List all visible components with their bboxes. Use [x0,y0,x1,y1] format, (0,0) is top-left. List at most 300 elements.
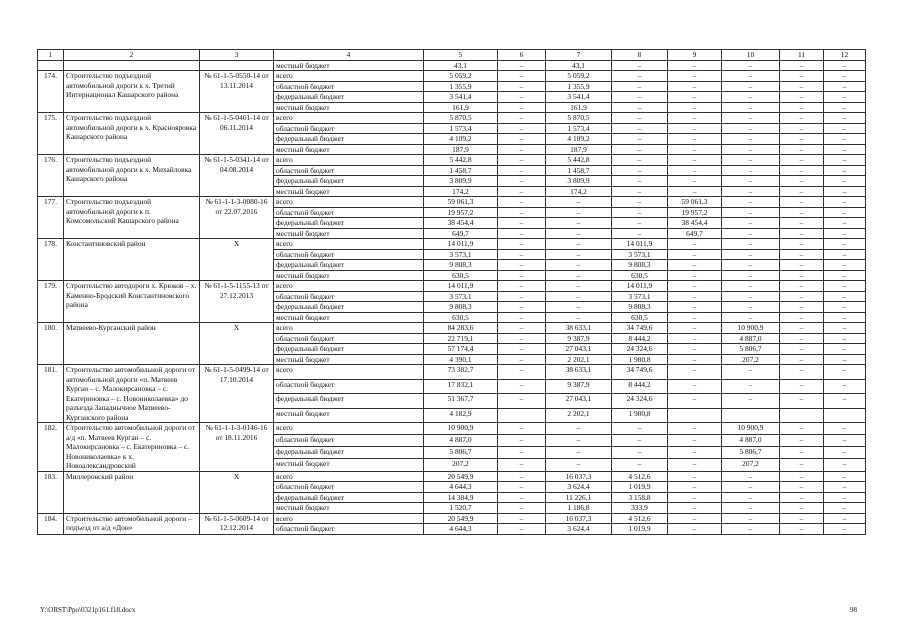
amount-cell: – [824,423,866,435]
amount-cell: – [824,186,866,197]
amount-cell: 3 809,9 [546,176,612,187]
funding-source: местный бюджет [274,144,424,155]
amount-cell: 3 624,4 [546,482,612,493]
amount-cell: – [668,482,722,493]
amount-cell: – [824,524,866,535]
amount-cell: 649,7 [668,228,722,239]
amount-cell: – [668,92,722,103]
amount-cell: 27 043,1 [546,344,612,355]
amount-cell: – [498,513,546,524]
table-body [38,50,866,535]
funding-source: федеральный бюджет [274,218,424,229]
amount-cell: – [498,354,546,365]
amount-cell: – [780,228,824,239]
funding-source: областной бюджет [274,524,424,535]
amount-cell: 14 011,9 [424,239,498,250]
amount-cell: 1 573,4 [546,123,612,134]
amount-cell: 4 644,3 [424,482,498,493]
amount-cell: – [722,92,780,103]
amount-cell: – [498,302,546,313]
amount-cell: 4 887,0 [424,435,498,447]
amount-cell: – [824,435,866,447]
amount-cell: 630,5 [612,312,668,323]
amount-cell: – [780,155,824,166]
amount-cell: 1 355,9 [424,81,498,92]
amount-cell: 73 382,7 [424,365,498,380]
amount-cell: – [722,71,780,82]
amount-cell: – [498,176,546,187]
amount-cell: 9 387,9 [546,333,612,344]
amount-cell: – [498,503,546,514]
column-header: 7 [546,50,612,61]
funding-source: местный бюджет [274,408,424,423]
document-ref: Х [200,323,274,365]
column-header: 1 [38,50,64,61]
amount-cell: – [612,144,668,155]
amount-cell: 38 454,4 [668,218,722,229]
table-row [38,323,866,334]
amount-cell: 9 808,3 [424,260,498,271]
amount-cell: 3 624,4 [546,524,612,535]
amount-cell: – [668,176,722,187]
amount-cell: – [722,249,780,260]
amount-cell: – [722,144,780,155]
funding-source: федеральный бюджет [274,492,424,503]
amount-cell: – [824,71,866,82]
column-header: 6 [498,50,546,61]
amount-cell: – [668,471,722,482]
amount-cell: 174,2 [424,186,498,197]
amount-cell: – [498,291,546,302]
amount-cell: – [668,365,722,380]
amount-cell: – [780,333,824,344]
amount-cell: – [824,312,866,323]
amount-cell: – [780,113,824,124]
amount-cell: – [722,81,780,92]
amount-cell: 3 541,4 [424,92,498,103]
funding-source: областной бюджет [274,81,424,92]
funding-source: всего [274,155,424,166]
amount-cell: – [612,81,668,92]
row-number: 175. [38,113,64,155]
amount-cell: – [498,394,546,409]
amount-cell: 8 444,2 [612,379,668,394]
amount-cell: 207,2 [722,354,780,365]
funding-source: местный бюджет [274,60,424,71]
amount-cell: 43,1 [546,60,612,71]
amount-cell: – [498,365,546,380]
amount-cell: 38 454,4 [424,218,498,229]
amount-cell: – [498,492,546,503]
amount-cell: – [780,197,824,208]
footer-file-path: Y:\ORST\Ppo\0321p161.f18.docx [40,606,136,614]
amount-cell: – [668,524,722,535]
amount-cell: – [498,228,546,239]
funding-source: федеральный бюджет [274,344,424,355]
object-name [64,60,200,71]
funding-source: местный бюджет [274,503,424,514]
amount-cell: 3 573,1 [424,249,498,260]
document-ref: № 61-1-1-3-0080-16 от 22.07.2016 [200,197,274,239]
amount-cell: 10 900,9 [722,423,780,435]
document-ref: № 61-1-5-0550-14 от 13.11.2014 [200,71,274,113]
amount-cell: – [612,186,668,197]
amount-cell: – [824,281,866,292]
object-name: Константиновский район [64,239,200,281]
amount-cell: 5 806,7 [722,447,780,459]
amount-cell: – [612,197,668,208]
amount-cell: – [824,102,866,113]
amount-cell: 1 019,9 [612,482,668,493]
funding-source: федеральный бюджет [274,92,424,103]
amount-cell: – [722,260,780,271]
amount-cell: 5 059,2 [424,71,498,82]
amount-cell: – [722,270,780,281]
amount-cell: – [668,239,722,250]
amount-cell: – [668,102,722,113]
amount-cell: – [546,218,612,229]
amount-cell: 3 573,1 [612,249,668,260]
amount-cell: 59 061,3 [424,197,498,208]
amount-cell: 24 324,6 [612,344,668,355]
amount-cell: – [780,354,824,365]
amount-cell: – [498,379,546,394]
amount-cell: 9 387,9 [546,379,612,394]
amount-cell: – [824,471,866,482]
amount-cell: – [498,482,546,493]
amount-cell: – [780,524,824,535]
amount-cell: – [612,165,668,176]
table-row [38,197,866,208]
amount-cell: – [780,482,824,493]
amount-cell: – [722,482,780,493]
amount-cell: – [668,323,722,334]
amount-cell: – [722,312,780,323]
amount-cell: – [780,379,824,394]
amount-cell: – [668,513,722,524]
amount-cell: 1 980,8 [612,354,668,365]
document-ref: № 61-1-5-0609-14 от 12.12.2014 [200,513,274,534]
amount-cell: 38 633,1 [546,323,612,334]
amount-cell: – [824,155,866,166]
amount-cell: – [612,92,668,103]
column-header: 2 [64,50,200,61]
funding-source: федеральный бюджет [274,260,424,271]
amount-cell: – [668,281,722,292]
amount-cell: – [824,92,866,103]
budget-table [37,49,866,535]
amount-cell: – [722,176,780,187]
amount-cell: 59 061,3 [668,197,722,208]
amount-cell: 5 442,8 [424,155,498,166]
amount-cell: 207,2 [424,459,498,471]
amount-cell: – [722,492,780,503]
document-ref [200,60,274,71]
amount-cell: – [824,239,866,250]
amount-cell: 207,2 [722,459,780,471]
funding-source: всего [274,423,424,435]
amount-cell: 19 957,2 [424,207,498,218]
funding-source: всего [274,323,424,334]
amount-cell: 4 887,0 [722,435,780,447]
amount-cell: 5 806,7 [424,447,498,459]
funding-source: всего [274,513,424,524]
column-header: 10 [722,50,780,61]
amount-cell: – [824,365,866,380]
amount-cell: – [612,435,668,447]
table-row [38,513,866,524]
amount-cell: – [668,155,722,166]
funding-source: всего [274,365,424,380]
object-name: Строительство подъездной автомобильной дороги к х. Краснояровка Кашарского района [64,113,200,155]
amount-cell: – [546,447,612,459]
amount-cell: – [824,197,866,208]
amount-cell: 34 749,6 [612,365,668,380]
funding-source: местный бюджет [274,354,424,365]
amount-cell: – [498,92,546,103]
amount-cell: 10 900,9 [424,423,498,435]
amount-cell: 3 541,4 [546,92,612,103]
amount-cell: – [824,123,866,134]
amount-cell: – [780,435,824,447]
amount-cell: – [668,249,722,260]
amount-cell: – [498,102,546,113]
amount-cell: – [612,218,668,229]
amount-cell: 51 367,7 [424,394,498,409]
amount-cell: 9 808,3 [424,302,498,313]
amount-cell: – [668,447,722,459]
amount-cell: 16 037,3 [546,471,612,482]
row-number: 182. [38,423,64,472]
amount-cell: 34 749,6 [612,323,668,334]
amount-cell: 9 808,3 [612,260,668,271]
amount-cell: 1 186,8 [546,503,612,514]
amount-cell: – [824,394,866,409]
amount-cell [668,408,722,423]
amount-cell: 630,5 [424,270,498,281]
funding-source: федеральный бюджет [274,302,424,313]
funding-source: всего [274,239,424,250]
amount-cell: – [824,134,866,145]
amount-cell: – [780,394,824,409]
amount-cell: – [824,482,866,493]
row-number: 179. [38,281,64,323]
funding-source: местный бюджет [274,459,424,471]
amount-cell: – [780,365,824,380]
amount-cell: 3 158,8 [612,492,668,503]
amount-cell: – [546,312,612,323]
amount-cell: – [824,81,866,92]
amount-cell: – [498,312,546,323]
amount-cell: – [722,291,780,302]
amount-cell: – [612,423,668,435]
funding-source: областной бюджет [274,123,424,134]
amount-cell: – [824,144,866,155]
amount-cell: – [612,155,668,166]
document-ref: № 61-1-5-1155-13 от 27.12.2013 [200,281,274,323]
amount-cell: 22 719,1 [424,333,498,344]
amount-cell: 1 355,9 [546,81,612,92]
table-row [38,60,866,71]
amount-cell: 20 549,9 [424,513,498,524]
funding-source: областной бюджет [274,482,424,493]
amount-cell: 3 573,1 [612,291,668,302]
amount-cell: – [722,60,780,71]
amount-cell: – [722,379,780,394]
amount-cell: – [780,323,824,334]
amount-cell: – [824,459,866,471]
amount-cell: – [498,333,546,344]
amount-cell: 14 011,9 [612,239,668,250]
funding-source: всего [274,281,424,292]
amount-cell: – [824,503,866,514]
amount-cell: – [722,503,780,514]
amount-cell: – [546,260,612,271]
amount-cell: – [780,423,824,435]
amount-cell: 4 109,2 [424,134,498,145]
amount-cell: – [668,186,722,197]
amount-cell: – [546,197,612,208]
amount-cell [722,408,780,423]
amount-cell: 17 832,1 [424,379,498,394]
amount-cell: 38 633,1 [546,365,612,380]
funding-source: федеральный бюджет [274,394,424,409]
amount-cell: – [612,207,668,218]
amount-cell: – [780,291,824,302]
amount-cell: – [498,60,546,71]
amount-cell: – [498,344,546,355]
amount-cell: – [498,459,546,471]
amount-cell: – [668,503,722,514]
amount-cell: 5 442,8 [546,155,612,166]
amount-cell: 24 324,6 [612,394,668,409]
amount-cell: 649,7 [424,228,498,239]
amount-cell: – [824,260,866,271]
column-header: 11 [780,50,824,61]
object-name: Строительство подъездной автомобильной дороги к х. Третий Интернационал Кашарского района [64,71,200,113]
amount-cell: – [824,60,866,71]
amount-cell: – [668,270,722,281]
amount-cell: – [612,447,668,459]
amount-cell: – [498,447,546,459]
amount-cell: – [668,81,722,92]
amount-cell: 187,9 [424,144,498,155]
table-row [38,365,866,380]
amount-cell: – [780,260,824,271]
amount-cell: – [612,459,668,471]
amount-cell: – [780,503,824,514]
table-row [38,113,866,124]
amount-cell: – [780,81,824,92]
amount-cell: – [498,71,546,82]
amount-cell: – [824,379,866,394]
table-row [38,423,866,435]
funding-source: местный бюджет [274,102,424,113]
row-number: 183. [38,471,64,513]
header-row [38,50,866,61]
amount-cell: 16 037,3 [546,513,612,524]
amount-cell: – [722,365,780,380]
amount-cell: – [780,218,824,229]
amount-cell: 19 957,2 [668,207,722,218]
amount-cell: – [668,344,722,355]
column-header: 5 [424,50,498,61]
funding-source: местный бюджет [274,312,424,323]
amount-cell: – [824,270,866,281]
amount-cell: – [824,113,866,124]
amount-cell: – [668,354,722,365]
amount-cell: 1 458,7 [546,165,612,176]
amount-cell: – [780,123,824,134]
amount-cell: – [612,102,668,113]
amount-cell: – [498,471,546,482]
amount-cell: – [498,524,546,535]
amount-cell: – [668,291,722,302]
amount-cell: – [780,60,824,71]
amount-cell: – [668,423,722,435]
amount-cell: – [668,302,722,313]
amount-cell: 5 870,5 [424,113,498,124]
amount-cell: – [824,333,866,344]
amount-cell: 333,9 [612,503,668,514]
amount-cell: – [780,281,824,292]
amount-cell: 4 390,1 [424,354,498,365]
amount-cell: – [498,435,546,447]
amount-cell: – [498,123,546,134]
row-number [38,60,64,71]
amount-cell: – [498,207,546,218]
document-ref: Х [200,471,274,513]
amount-cell [824,408,866,423]
amount-cell: 9 808,3 [612,302,668,313]
amount-cell: – [546,228,612,239]
amount-cell: 187,9 [546,144,612,155]
object-name: Строительство автодороги х. Крюков – х. Каменно-Бродский Константиновского района [64,281,200,323]
column-header: 9 [668,50,722,61]
amount-cell: 10 900,9 [722,323,780,334]
amount-cell: – [546,207,612,218]
funding-source: областной бюджет [274,207,424,218]
amount-cell: – [668,144,722,155]
amount-cell: 2 202,1 [546,354,612,365]
column-header: 8 [612,50,668,61]
amount-cell: – [498,81,546,92]
amount-cell: – [498,113,546,124]
funding-source: федеральный бюджет [274,134,424,145]
amount-cell: – [722,165,780,176]
amount-cell: – [722,207,780,218]
amount-cell: – [498,270,546,281]
amount-cell: – [824,165,866,176]
amount-cell: 57 174,4 [424,344,498,355]
funding-source: всего [274,113,424,124]
amount-cell: 174,2 [546,186,612,197]
row-number: 177. [38,197,64,239]
amount-cell: 630,5 [424,312,498,323]
funding-source: областной бюджет [274,379,424,394]
page-number: 98 [850,606,857,614]
amount-cell: – [780,207,824,218]
amount-cell: 14 011,9 [424,281,498,292]
amount-cell: – [824,291,866,302]
amount-cell: – [612,113,668,124]
amount-cell: 5 059,2 [546,71,612,82]
row-number: 180. [38,323,64,365]
amount-cell: – [780,344,824,355]
amount-cell: 1 573,4 [424,123,498,134]
amount-cell: – [722,186,780,197]
amount-cell: 4 512,6 [612,471,668,482]
